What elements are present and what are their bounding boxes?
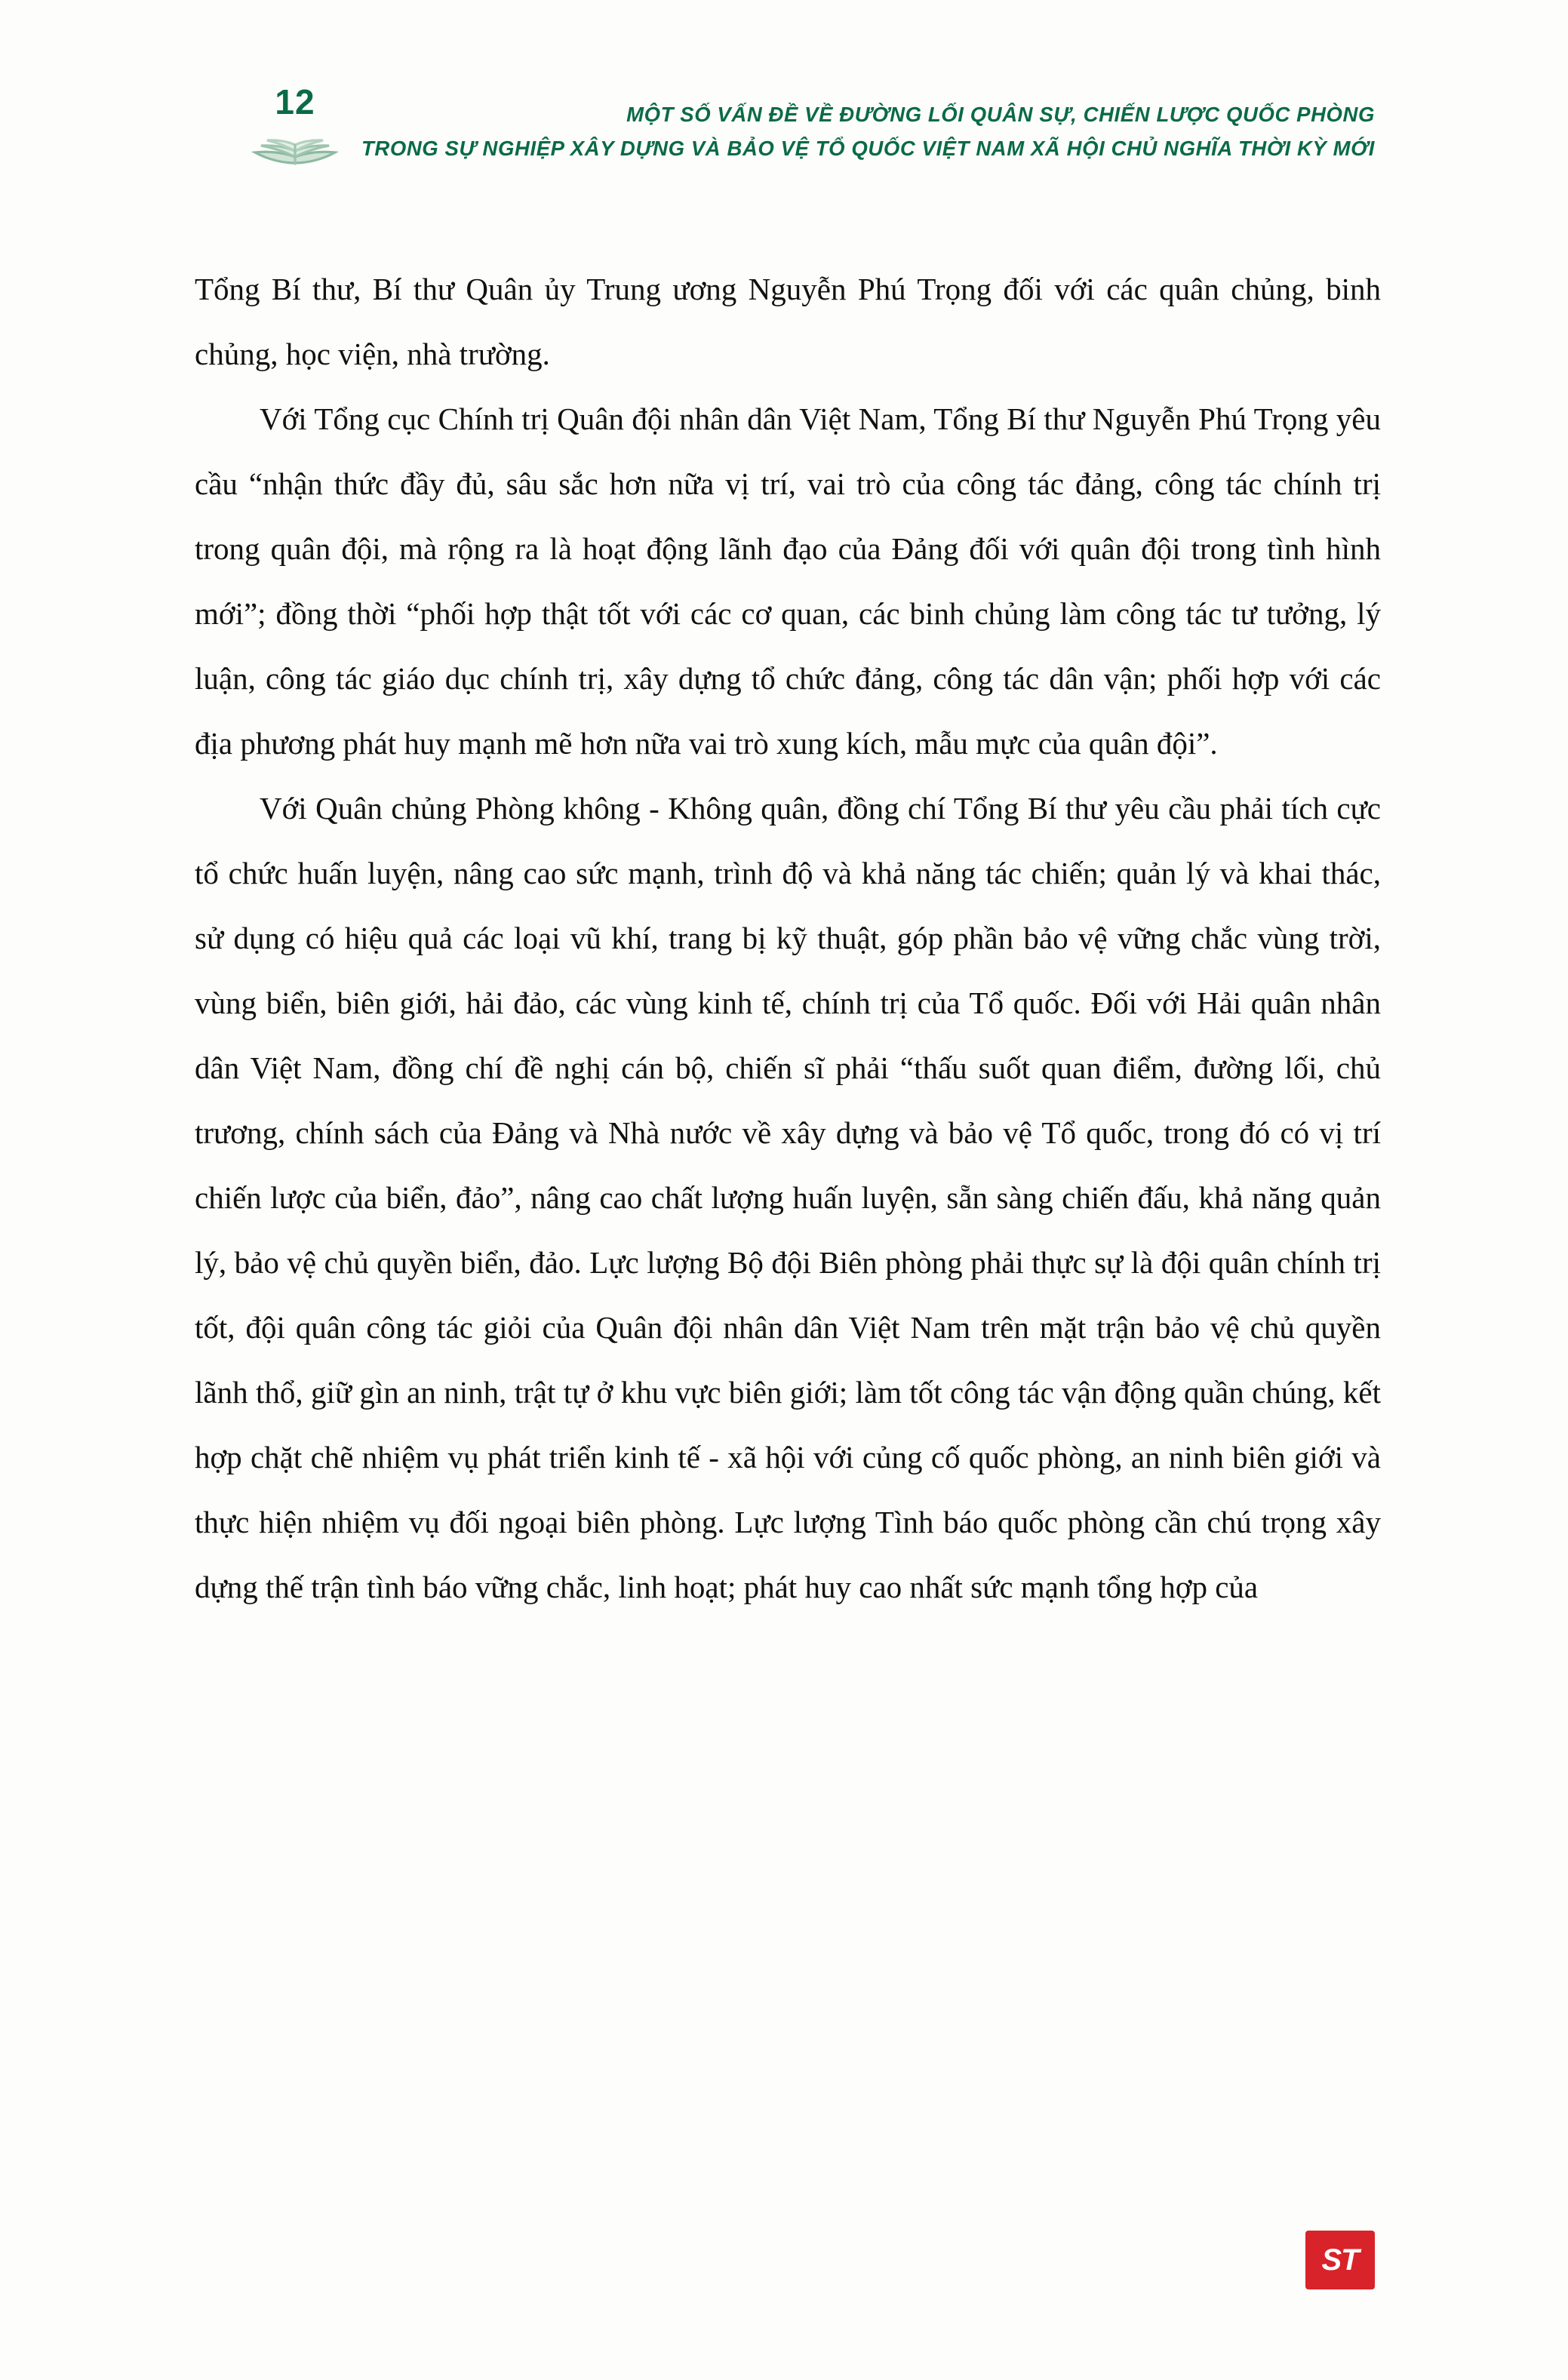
paragraph: Với Tổng cục Chính trị Quân đội nhân dân Việt Nam, Tổng Bí thư Nguyễn Phú Trọng yêu cầu “nhận thức đầy đủ, sâu sắc hơn nữa vị trí, vai trò của công tác đảng, công tác chính trị trong quân đội, mà rộng ra là hoạt động lãnh đạo của Đảng đối với quân đội trong tình hình mới”; đồng thời “phối hợp thật tốt với các cơ quan, các binh chủng làm công tác tư tưởng, lý luận, công tác giáo dục chính trị, xây dựng tổ chức đảng, công tác dân vận; phối hợp với các địa phương phát huy mạnh mẽ hơn nữa vai trò xung kích, mẫu mực của quân đội”. [195,401,1381,761]
page-header [193,82,1375,213]
running-head-title [326,98,1375,165]
body-text [195,257,1381,1619]
page-number: 12 [275,82,315,121]
publisher-logo-text: ST [1321,2243,1359,2277]
running-head-line-1: MỘT SỐ VẤN ĐỀ VỀ ĐƯỜNG LỐI QUÂN SỰ, CHIẾN LƯỢC QUỐC PHÒNG [626,103,1375,126]
paragraph: Tổng Bí thư, Bí thư Quân ủy Trung ương Nguyễn Phú Trọng đối với các quân chủng, binh chủng, học viện, nhà trường. [195,272,1381,371]
publisher-logo [1305,2231,1375,2289]
running-head-line-2: TRONG SỰ NGHIỆP XÂY DỰNG VÀ BẢO VỆ TỔ QUỐC VIỆT NAM XÃ HỘI CHỦ NGHĨA THỜI KỲ MỚI [361,136,1375,160]
paragraph: Với Quân chủng Phòng không - Không quân, đồng chí Tổng Bí thư yêu cầu phải tích cực tổ chức huấn luyện, nâng cao sức mạnh, trình độ và khả năng tác chiến; quản lý và khai thác, sử dụng có hiệu quả các loại vũ khí, trang bị kỹ thuật, góp phần bảo vệ vững chắc vùng trời, vùng biển, biên giới, hải đảo, các vùng kinh tế, chính trị của Tổ quốc. Đối với Hải quân nhân dân Việt Nam, đồng chí đề nghị cán bộ, chiến sĩ phải “thấu suốt quan điểm, đường lối, chủ trương, chính sách của Đảng và Nhà nước về xây dựng và bảo vệ Tổ quốc, trong đó có vị trí chiến lược của biển, đảo”, nâng cao chất lượng huấn luyện, sẵn sàng chiến đấu, khả năng quản lý, bảo vệ chủ quyền biển, đảo. Lực lượng Bộ đội Biên phòng phải thực sự là đội quân chính trị tốt, đội quân công tác giỏi của Quân đội nhân dân Việt Nam trên mặt trận bảo vệ chủ quyền lãnh thổ, giữ gìn an ninh, trật tự ở khu vực biên giới; làm tốt công tác vận động quần chúng, kết hợp chặt chẽ nhiệm vụ phát triển kinh tế - xã hội với củng cố quốc phòng, an ninh biên giới và thực hiện nhiệm vụ đối ngoại biên phòng. Lực lượng Tình báo quốc phòng cần chú trọng xây dựng thế trận tình báo vững chắc, linh hoạt; phát huy cao nhất sức mạnh tổng hợp của [195,791,1381,1604]
